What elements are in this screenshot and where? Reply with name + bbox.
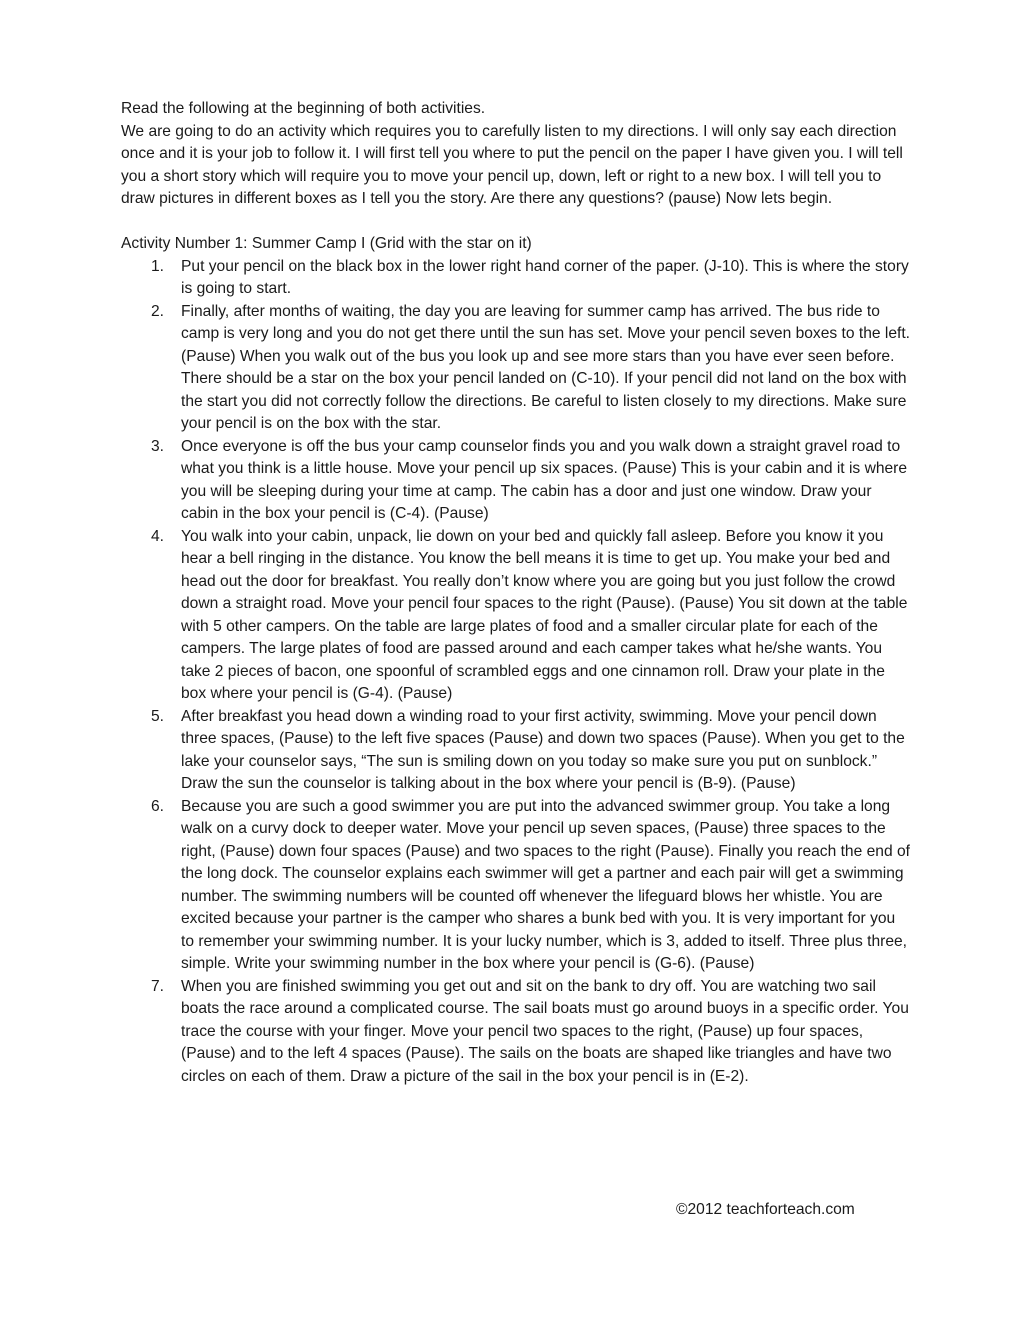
intro-heading-line: Read the following at the beginning of both activities.	[121, 100, 486, 117]
activity-steps-list	[121, 256, 911, 1089]
step-text: You walk into your cabin, unpack, lie down on your bed and quickly fall asleep. Before you know it you hear a bell ringing in the distance. You know the bell means it is time to get up. You make your bed and head out the door for breakfast. You really don’t know where you are going but you just follow the crowd down a straight road. Move your pencil four spaces to the right (Pause). (Pause) You sit down at the table with 5 other campers. On the table are large plates of food and a smaller circular plate for each of the campers. The large plates of food are passed around and each camper takes what he/she wants. You take 2 pieces of bacon, one spoonful of scrambled eggs and one cinnamon roll. Draw your plate in the box where your pencil is (G-4). (Pause)	[181, 527, 908, 702]
step-text: Because you are such a good swimmer you are put into the advanced swimmer group. You take a long walk on a curvy dock to deeper water. Move your pencil up seven spaces, (Pause) three spaces to the right, (Pause) down four spaces (Pause) and two spaces to the right (Pause). Finally you reach the end of the long dock. The counselor explains each swimmer will get a partner and each pair will get a swimming number. The swimming numbers will be counted off whenever the lifeguard blows her whistle. You are excited because your partner is the camper who shares a bunk bed with you. It is very important for you to remember your swimming number. It is your lucky number, which is 3, added to itself. Three plus three, simple. Write your swimming number in the box where your pencil is (G-6). (Pause)	[181, 797, 910, 972]
step-number: 5.	[151, 707, 165, 725]
step-number: 7.	[151, 977, 165, 995]
step-text: Finally, after months of waiting, the day you are leaving for summer camp has arrived. The bus ride to camp is very long and you do not get there until the sun has set. Move your pencil seven boxes to the left. (Pause) When you walk out of the bus you look up and see more stars than you have ever seen before. There should be a star on the box your pencil landed on (C-10). If your pencil did not land on the box with the start you did not correctly follow the directions. Be careful to listen closely to my directions. Make sure your pencil is on the box with the star.	[181, 302, 911, 432]
intro-section	[121, 98, 911, 211]
list-item	[121, 256, 911, 301]
list-item	[121, 436, 911, 526]
list-item	[121, 706, 911, 796]
list-item	[121, 976, 911, 1089]
intro-paragraph: We are going to do an activity which requires you to carefully listen to my directions. I will only say each direction once and it is your job to follow it. I will first tell you where to put the pencil on the paper I have given you. I will tell you a short story which will require you to move your pencil up, down, left or right to a new box. I will tell you to draw pictures in different boxes as I tell you the story. Are there any questions? (pause) Now lets begin.	[121, 122, 903, 207]
copyright-notice: ©2012 teachforteach.com	[676, 1201, 855, 1218]
step-number: 2.	[151, 302, 165, 320]
step-number: 4.	[151, 527, 165, 545]
list-item	[121, 526, 911, 706]
step-text: After breakfast you head down a winding road to your first activity, swimming. Move your pencil down three spaces, (Pause) to the left five spaces (Pause) and down two spaces (Pause). When you get to the lake your counselor says, “The sun is smiling down on you today so make sure you put on sunblock.” Draw the sun the counselor is talking about in the box where your pencil is (B-9). (Pause)	[181, 707, 905, 792]
list-item	[121, 796, 911, 976]
activity-title: Activity Number 1: Summer Camp I (Grid with the star on it)	[121, 235, 532, 252]
step-number: 1.	[151, 257, 165, 275]
step-text: When you are finished swimming you get out and sit on the bank to dry off. You are watching two sail boats the race around a complicated course. The sail boats must go around buoys in a specific order. You trace the course with your finger. Move your pencil two spaces to the right, (Pause) up four spaces, (Pause) and to the left 4 spaces (Pause). The sails on the boats are shaped like triangles and have two circles on each of them. Draw a picture of the sail in the box your pencil is in (E-2).	[181, 977, 909, 1085]
list-item	[121, 301, 911, 436]
document-body	[121, 98, 911, 1088]
step-text: Once everyone is off the bus your camp counselor finds you and you walk down a straight gravel road to what you think is a little house. Move your pencil up six spaces. (Pause) This is your cabin and it is where you will be sleeping during your time at camp. The cabin has a door and just one window. Draw your cabin in the box your pencil is (C-4). (Pause)	[181, 437, 908, 522]
step-number: 6.	[151, 797, 165, 815]
step-number: 3.	[151, 437, 165, 455]
step-text: Put your pencil on the black box in the lower right hand corner of the paper. (J-10). This is where the story is going to start.	[181, 257, 909, 297]
